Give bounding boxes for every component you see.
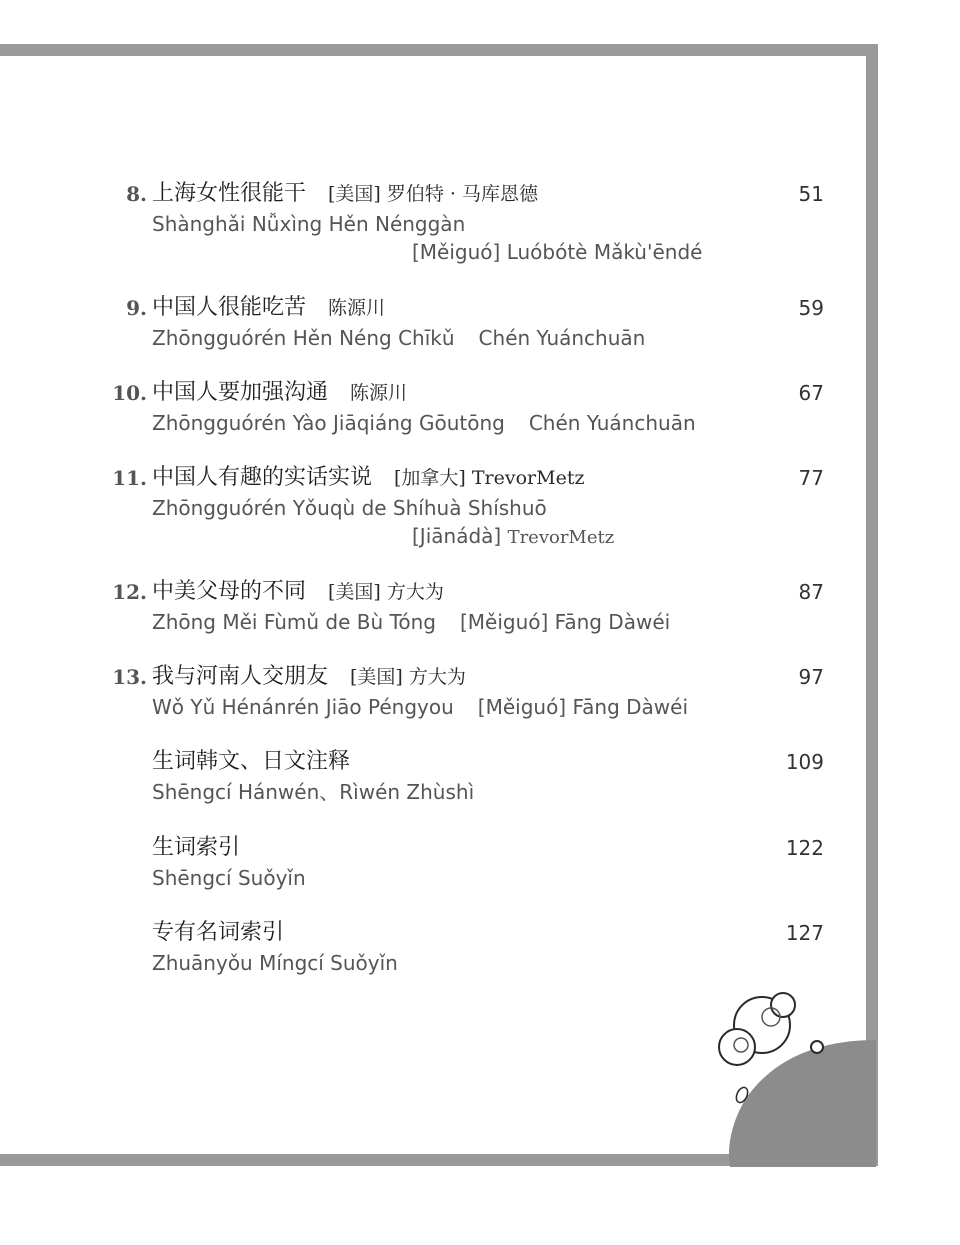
entry-number: 8. <box>126 182 147 206</box>
entry-pinyin-author: [Měiguó] Fāng Dàwéi <box>477 695 688 719</box>
entry-pinyin-author: [Měiguó] Fāng Dàwéi <box>459 610 671 634</box>
entry-title: 中国人要加强沟通 陈源川 <box>152 380 408 405</box>
entry-pinyin: Wǒ Yǔ Hénánrén Jiāo Péngyou [Měiguó] Fāng Dàwéi <box>152 695 688 719</box>
entry-page-number: 87 <box>798 580 824 604</box>
entry-page-number: 77 <box>798 466 824 490</box>
entry-pinyin-author: [Měiguó] Luóbótè Mǎkù'ēndé <box>412 240 703 264</box>
entry-page-number: 67 <box>798 381 824 405</box>
entry-author: 陈源川 <box>350 382 408 404</box>
entry-title: 生词索引 <box>152 835 241 860</box>
bubble-decoration-icon <box>705 985 876 1167</box>
entry-title: 生词韩文、日文注释 <box>152 749 351 774</box>
entry-number: 10. <box>112 381 147 405</box>
entry-title: 中美父母的不同 [美国] 方大为 <box>152 579 444 604</box>
entry-page-number: 59 <box>798 296 824 320</box>
entry-page-number: 109 <box>785 750 824 774</box>
entry-pinyin: Zhōngguórén Yǒuqù de Shíhuà Shíshuō <box>152 496 547 520</box>
entry-title: 我与河南人交朋友 [美国] 方大为 <box>152 664 466 689</box>
entry-pinyin: Shànghǎi Nǚxìng Hěn Nénggàn <box>152 212 466 236</box>
entry-pinyin-author: Chén Yuánchuān <box>478 326 646 350</box>
entry-author: [美国] 方大为 <box>350 666 466 688</box>
entry-number: 12. <box>112 580 147 604</box>
entry-pinyin-author: Chén Yuánchuān <box>528 411 696 435</box>
entry-title: 专有名词索引 <box>152 920 285 945</box>
entry-number: 9. <box>126 296 147 320</box>
entry-pinyin: Shēngcí Suǒyǐn <box>152 866 306 890</box>
page-border-top <box>0 44 876 56</box>
entry-number: 13. <box>112 665 147 689</box>
entry-page-number: 122 <box>785 836 824 860</box>
entry-author: [美国] 罗伯特 · 马库恩德 <box>328 183 538 205</box>
entry-pinyin: Zhōngguórén Yào Jiāqiáng Gōutōng Chén Yuánchuān <box>152 411 696 435</box>
entry-page-number: 51 <box>798 182 824 206</box>
entry-pinyin: Zhuānyǒu Míngcí Suǒyǐn <box>152 951 398 975</box>
entry-pinyin-author: [Jiānádà] TrevorMetz <box>412 524 615 548</box>
entry-title: 中国人很能吃苦 陈源川 <box>152 295 386 320</box>
entry-author: 陈源川 <box>328 297 386 319</box>
entry-number: 11. <box>112 466 147 490</box>
entry-author: [美国] 方大为 <box>328 581 444 603</box>
entry-pinyin: Zhōng Měi Fùmǔ de Bù Tóng [Měiguó] Fāng Dàwéi <box>152 610 671 634</box>
entry-pinyin: Zhōngguórén Hěn Néng Chīkǔ Chén Yuánchuān <box>152 326 646 350</box>
entry-page-number: 127 <box>785 921 824 945</box>
entry-pinyin: Shēngcí Hánwén、Rìwén Zhùshì <box>152 780 475 804</box>
entry-author: [加拿大] TrevorMetz <box>394 467 585 489</box>
entry-title: 上海女性很能干 [美国] 罗伯特 · 马库恩德 <box>152 181 538 206</box>
entry-title: 中国人有趣的实话实说 [加拿大] TrevorMetz <box>152 465 585 490</box>
entry-page-number: 97 <box>798 665 824 689</box>
